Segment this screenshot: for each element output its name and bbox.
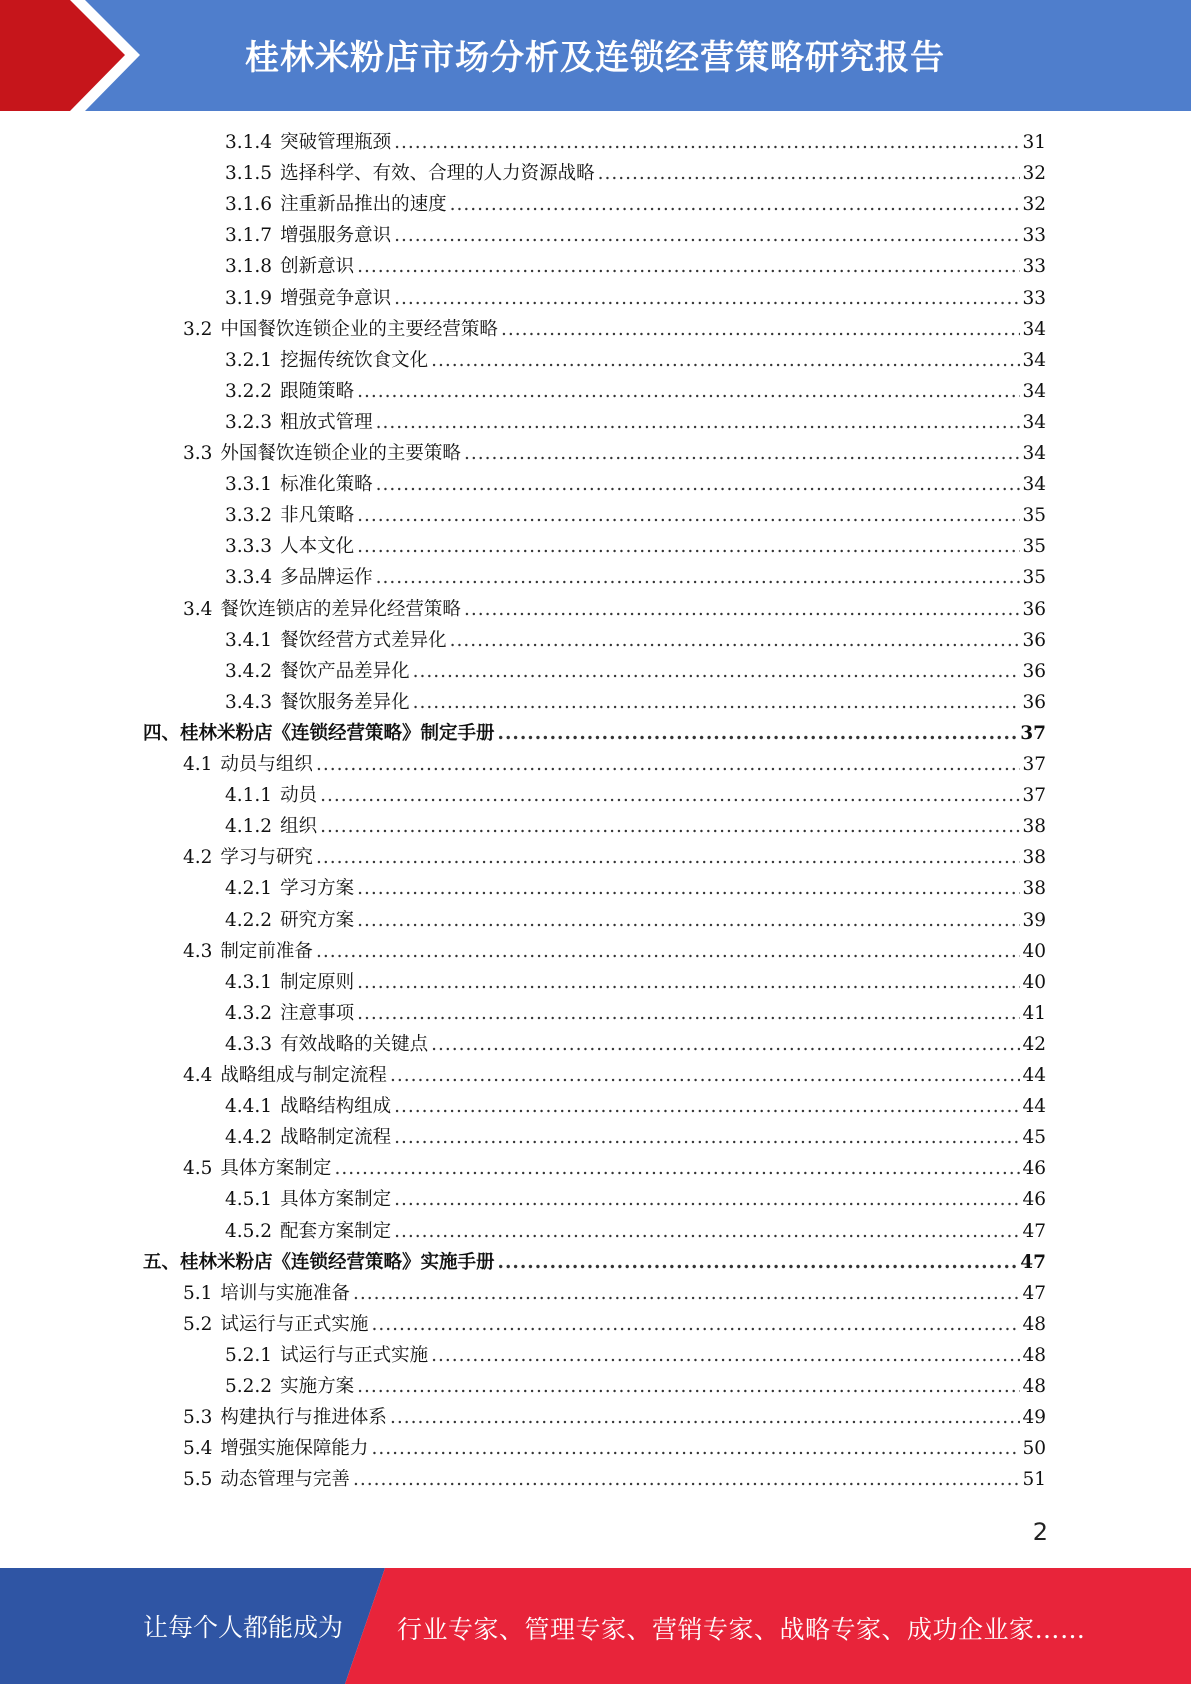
toc-chapter-entry[interactable] bbox=[143, 718, 1046, 749]
toc-page-number: 51 bbox=[1022, 1469, 1046, 1491]
toc-page-number: 34 bbox=[1022, 411, 1046, 433]
toc-page-number: 31 bbox=[1022, 132, 1046, 153]
toc-entry-title: 餐饮服务差异化 bbox=[280, 691, 410, 713]
toc-entry-number: 3.3.4 bbox=[225, 567, 273, 589]
toc-entry[interactable] bbox=[225, 376, 1046, 407]
toc-entry[interactable] bbox=[225, 625, 1046, 656]
toc-entry-title: 构建执行与推进体系 bbox=[220, 1407, 387, 1429]
footer-expert-list: 行业专家、管理专家、营销专家、战略专家、成功企业家…… bbox=[397, 1615, 1086, 1644]
toc-entry-title: 餐饮经营方式差异化 bbox=[280, 629, 447, 651]
toc-entry[interactable] bbox=[225, 811, 1046, 842]
toc-dot-leader bbox=[501, 314, 1021, 345]
toc-entry[interactable] bbox=[225, 780, 1046, 811]
toc-entry[interactable] bbox=[225, 1184, 1046, 1215]
toc-page-number: 44 bbox=[1022, 1096, 1046, 1118]
toc-entry-title: 学习与研究 bbox=[220, 847, 313, 869]
toc-entry[interactable] bbox=[225, 251, 1046, 282]
toc-entry-title: 注重新品推出的速度 bbox=[280, 194, 447, 216]
toc-dot-leader bbox=[413, 687, 1021, 718]
toc-dot-leader bbox=[431, 1340, 1020, 1371]
toc-dot-leader bbox=[357, 1371, 1020, 1402]
toc-entry[interactable] bbox=[225, 500, 1046, 531]
toc-page-number: 46 bbox=[1022, 1189, 1046, 1211]
toc-entry-number: 3.4.2 bbox=[225, 660, 273, 682]
toc-dot-leader bbox=[598, 158, 1021, 189]
toc-dot-leader bbox=[357, 531, 1020, 562]
toc-entry-title: 餐饮连锁店的差异化经营策略 bbox=[220, 598, 461, 620]
toc-entry-number: 3.1.4 bbox=[225, 132, 273, 153]
toc-dot-leader bbox=[464, 438, 1021, 469]
toc-entry-title: 动员 bbox=[280, 785, 318, 807]
toc-entry-number: 5.1 bbox=[183, 1282, 213, 1304]
toc-entry-number: 4.1 bbox=[183, 754, 213, 775]
toc-dot-leader bbox=[357, 251, 1020, 282]
toc-entry[interactable] bbox=[225, 562, 1046, 593]
toc-entry-title: 挖掘传统饮食文化 bbox=[280, 349, 429, 371]
toc-entry[interactable] bbox=[225, 1340, 1046, 1371]
toc-entry[interactable] bbox=[225, 1029, 1046, 1060]
toc-dot-leader bbox=[357, 998, 1020, 1029]
toc-page-number: 35 bbox=[1022, 567, 1046, 589]
toc-entry-number: 4.3.1 bbox=[225, 971, 273, 993]
toc-dot-leader bbox=[390, 1060, 1021, 1091]
toc-entry[interactable] bbox=[183, 438, 1046, 469]
toc-dot-leader bbox=[394, 1184, 1020, 1215]
toc-entry[interactable] bbox=[225, 656, 1046, 687]
toc-dot-leader bbox=[316, 749, 1021, 780]
toc-entry-number: 4.4.2 bbox=[225, 1127, 273, 1149]
toc-entry-number: 3.1.8 bbox=[225, 256, 273, 278]
toc-entry-number: 4.2 bbox=[183, 847, 213, 869]
toc-entry-number: 4.4.1 bbox=[225, 1096, 273, 1118]
toc-dot-leader bbox=[498, 718, 1019, 749]
toc-entry-number: 4.5.1 bbox=[225, 1189, 273, 1211]
toc-dot-leader bbox=[390, 1402, 1021, 1433]
toc-dot-leader bbox=[394, 1122, 1020, 1153]
toc-entry[interactable] bbox=[183, 1309, 1046, 1340]
toc-entry-title: 粗放式管理 bbox=[280, 411, 373, 433]
page-footer bbox=[0, 1568, 1191, 1684]
toc-page-number: 44 bbox=[1022, 1065, 1046, 1086]
toc-entry-number: 5.4 bbox=[183, 1438, 213, 1460]
toc-entry[interactable] bbox=[183, 314, 1046, 345]
toc-page-number: 36 bbox=[1022, 629, 1046, 651]
toc-entry-number: 3.1.7 bbox=[225, 225, 273, 247]
toc-entry[interactable] bbox=[225, 1091, 1046, 1122]
toc-dot-leader bbox=[376, 562, 1021, 593]
toc-entry[interactable] bbox=[225, 967, 1046, 998]
toc-entry-number: 3.3 bbox=[183, 443, 213, 464]
toc-entry-number: 4.3 bbox=[183, 940, 213, 962]
toc-dot-leader bbox=[376, 469, 1021, 500]
toc-entry[interactable] bbox=[225, 220, 1046, 251]
toc-entry-title: 配套方案制定 bbox=[280, 1220, 392, 1242]
toc-entry-title: 战略制定流程 bbox=[280, 1127, 392, 1149]
toc-entry-title: 五、桂林米粉店《连锁经营策略》实施手册 bbox=[143, 1251, 495, 1273]
toc-entry-title: 外国餐饮连锁企业的主要策略 bbox=[220, 443, 461, 464]
toc-entry[interactable] bbox=[225, 158, 1046, 189]
toc-entry-number: 3.2 bbox=[183, 318, 213, 340]
toc-chapter-entry[interactable] bbox=[143, 1247, 1046, 1278]
toc-entry-number: 5.2 bbox=[183, 1313, 213, 1335]
toc-entry-number: 5.3 bbox=[183, 1407, 213, 1429]
toc-page-number: 47 bbox=[1022, 1282, 1046, 1304]
toc-entry-title: 试运行与正式实施 bbox=[280, 1344, 429, 1366]
toc-entry[interactable] bbox=[225, 189, 1046, 220]
toc-page-number: 48 bbox=[1022, 1313, 1046, 1335]
toc-entry-title: 制定原则 bbox=[280, 971, 355, 993]
toc-entry-title: 增强竞争意识 bbox=[280, 287, 392, 309]
toc-entry[interactable] bbox=[183, 1060, 1046, 1091]
toc-entry-title: 中国餐饮连锁企业的主要经营策略 bbox=[220, 318, 498, 340]
toc-entry-title: 试运行与正式实施 bbox=[220, 1313, 369, 1335]
toc-entry-title: 注意事项 bbox=[280, 1002, 355, 1024]
toc-entry-number: 3.4 bbox=[183, 598, 213, 620]
toc-page-number: 47 bbox=[1020, 1251, 1046, 1273]
toc-entry-title: 增强服务意识 bbox=[280, 225, 392, 247]
toc-page-number: 36 bbox=[1022, 598, 1046, 620]
toc-entry-title: 突破管理瓶颈 bbox=[280, 132, 392, 153]
toc-entry-number: 3.3.2 bbox=[225, 505, 273, 527]
toc-page-number: 34 bbox=[1022, 349, 1046, 371]
toc-dot-leader bbox=[357, 967, 1020, 998]
toc-entry-title: 动员与组织 bbox=[220, 754, 313, 775]
toc-dot-leader bbox=[413, 656, 1021, 687]
toc-entry-title: 非凡策略 bbox=[280, 505, 355, 527]
toc-page-number: 36 bbox=[1022, 660, 1046, 682]
toc-dot-leader bbox=[357, 376, 1020, 407]
toc-entry[interactable] bbox=[225, 1216, 1046, 1247]
toc-page-number: 40 bbox=[1022, 940, 1046, 962]
toc-entry-number: 3.3.1 bbox=[225, 474, 273, 496]
toc-entry[interactable] bbox=[183, 749, 1046, 780]
toc-dot-leader bbox=[316, 842, 1021, 873]
toc-dot-leader bbox=[316, 936, 1021, 967]
toc-page-number: 45 bbox=[1022, 1127, 1046, 1149]
toc-dot-leader bbox=[498, 1247, 1019, 1278]
toc-dot-leader bbox=[357, 500, 1020, 531]
toc-page-number: 34 bbox=[1022, 443, 1046, 464]
toc-entry-title: 四、桂林米粉店《连锁经营策略》制定手册 bbox=[143, 722, 495, 744]
toc-page-number: 34 bbox=[1022, 380, 1046, 402]
toc-entry-title: 有效战略的关键点 bbox=[280, 1033, 429, 1055]
toc-dot-leader bbox=[394, 1091, 1020, 1122]
toc-entry-number: 4.2.1 bbox=[225, 878, 273, 900]
toc-dot-leader bbox=[394, 127, 1020, 158]
toc-entry-title: 战略结构组成 bbox=[280, 1096, 392, 1118]
toc-entry-number: 3.4.3 bbox=[225, 691, 273, 713]
toc-page-number: 48 bbox=[1022, 1376, 1046, 1397]
toc-entry[interactable] bbox=[183, 1464, 1046, 1495]
toc-entry-title: 创新意识 bbox=[280, 256, 355, 278]
toc-entry-number: 4.5.2 bbox=[225, 1220, 273, 1242]
toc-page-number: 39 bbox=[1022, 909, 1046, 931]
toc-entry[interactable] bbox=[183, 1153, 1046, 1184]
toc-entry-title: 增强实施保障能力 bbox=[220, 1438, 369, 1460]
toc-dot-leader bbox=[464, 594, 1021, 625]
toc-entry-number: 5.5 bbox=[183, 1469, 213, 1491]
toc-entry-number: 4.4 bbox=[183, 1065, 213, 1086]
toc-entry[interactable] bbox=[183, 594, 1046, 625]
toc-dot-leader bbox=[320, 780, 1020, 811]
toc-page-number: 38 bbox=[1022, 878, 1046, 900]
toc-entry-number: 3.3.3 bbox=[225, 536, 273, 558]
toc-page-number: 41 bbox=[1022, 1002, 1046, 1024]
toc-entry-number: 4.3.2 bbox=[225, 1002, 273, 1024]
toc-entry-number: 4.3.3 bbox=[225, 1033, 273, 1055]
toc-dot-leader bbox=[371, 1309, 1020, 1340]
toc-page-number: 46 bbox=[1022, 1158, 1046, 1180]
toc-page-number: 37 bbox=[1022, 754, 1046, 775]
toc-page-number: 34 bbox=[1022, 474, 1046, 496]
toc-page-number: 33 bbox=[1022, 256, 1046, 278]
toc-page-number: 36 bbox=[1022, 691, 1046, 713]
toc-dot-leader bbox=[394, 283, 1020, 314]
toc-entry-title: 跟随策略 bbox=[280, 380, 355, 402]
toc-entry[interactable] bbox=[225, 531, 1046, 562]
toc-entry[interactable] bbox=[225, 283, 1046, 314]
toc-entry-number: 4.2.2 bbox=[225, 909, 273, 931]
toc-entry[interactable] bbox=[183, 842, 1046, 873]
toc-entry[interactable] bbox=[225, 127, 1046, 158]
toc-dot-leader bbox=[394, 220, 1020, 251]
toc-dot-leader bbox=[334, 1153, 1020, 1184]
toc-entry-number: 3.2.2 bbox=[225, 380, 273, 402]
toc-page-number: 49 bbox=[1022, 1407, 1046, 1429]
toc-entry-title: 组织 bbox=[280, 816, 318, 838]
toc-page-number: 37 bbox=[1022, 785, 1046, 807]
toc-page-number: 47 bbox=[1022, 1220, 1046, 1242]
toc-page-number: 35 bbox=[1022, 536, 1046, 558]
toc-entry-title: 动态管理与完善 bbox=[220, 1469, 350, 1491]
toc-entry[interactable] bbox=[183, 1278, 1046, 1309]
toc-entry-title: 研究方案 bbox=[280, 909, 355, 931]
toc-page-number: 32 bbox=[1022, 194, 1046, 216]
toc-dot-leader bbox=[394, 1216, 1020, 1247]
toc-entry[interactable] bbox=[183, 936, 1046, 967]
toc-entry-title: 具体方案制定 bbox=[220, 1158, 332, 1180]
toc-entry-title: 实施方案 bbox=[280, 1376, 355, 1397]
toc-entry[interactable] bbox=[225, 1371, 1046, 1402]
toc-entry-number: 3.4.1 bbox=[225, 629, 273, 651]
toc-entry[interactable] bbox=[183, 1402, 1046, 1433]
toc-entry-number: 3.1.5 bbox=[225, 163, 273, 185]
toc-entry-title: 战略组成与制定流程 bbox=[220, 1065, 387, 1086]
toc-page-number: 33 bbox=[1022, 225, 1046, 247]
toc-entry[interactable] bbox=[225, 687, 1046, 718]
toc-entry-number: 4.5 bbox=[183, 1158, 213, 1180]
toc-dot-leader bbox=[376, 407, 1021, 438]
toc-entry-title: 培训与实施准备 bbox=[220, 1282, 350, 1304]
toc-entry-title: 多品牌运作 bbox=[280, 567, 373, 589]
toc-entry-number: 3.1.9 bbox=[225, 287, 273, 309]
page-number: 2 bbox=[1032, 1518, 1048, 1546]
toc-dot-leader bbox=[450, 189, 1021, 220]
toc-entry[interactable] bbox=[225, 905, 1046, 936]
toc-entry-number: 3.2.3 bbox=[225, 411, 273, 433]
toc-entry-title: 人本文化 bbox=[280, 536, 355, 558]
toc-dot-leader bbox=[357, 905, 1020, 936]
toc-entry-title: 具体方案制定 bbox=[280, 1189, 392, 1211]
footer-slogan: 让每个人都能成为 bbox=[143, 1613, 344, 1642]
toc-entry[interactable] bbox=[225, 998, 1046, 1029]
page-header bbox=[0, 0, 1191, 111]
toc-dot-leader bbox=[357, 873, 1020, 904]
toc-entry[interactable] bbox=[225, 1122, 1046, 1153]
toc-dot-leader bbox=[353, 1464, 1021, 1495]
toc-entry[interactable] bbox=[225, 873, 1046, 904]
toc-page-number: 40 bbox=[1022, 971, 1046, 993]
toc-entry-title: 餐饮产品差异化 bbox=[280, 660, 410, 682]
toc-page-number: 42 bbox=[1022, 1033, 1046, 1055]
toc-entry-title: 学习方案 bbox=[280, 878, 355, 900]
toc-page-number: 33 bbox=[1022, 287, 1046, 309]
toc-dot-leader bbox=[450, 625, 1021, 656]
toc-page-number: 34 bbox=[1022, 318, 1046, 340]
toc-dot-leader bbox=[431, 345, 1020, 376]
toc-entry-title: 标准化策略 bbox=[280, 474, 373, 496]
toc-entry-number: 4.1.1 bbox=[225, 785, 273, 807]
toc-entry-number: 5.2.2 bbox=[225, 1376, 273, 1397]
toc-page-number: 35 bbox=[1022, 505, 1046, 527]
toc-dot-leader bbox=[431, 1029, 1020, 1060]
toc-dot-leader bbox=[353, 1278, 1021, 1309]
toc-dot-leader bbox=[371, 1433, 1020, 1464]
toc-page-number: 48 bbox=[1022, 1344, 1046, 1366]
toc-page-number: 32 bbox=[1022, 163, 1046, 185]
toc-entry[interactable] bbox=[225, 407, 1046, 438]
toc-entry-number: 3.1.6 bbox=[225, 194, 273, 216]
toc-page-number: 38 bbox=[1022, 816, 1046, 838]
toc-entry[interactable] bbox=[183, 1433, 1046, 1464]
toc-entry-title: 选择科学、有效、合理的人力资源战略 bbox=[280, 163, 595, 185]
toc-entry-title: 制定前准备 bbox=[220, 940, 313, 962]
toc-dot-leader bbox=[320, 811, 1020, 842]
toc-entry[interactable] bbox=[225, 345, 1046, 376]
toc-page-number: 50 bbox=[1022, 1438, 1046, 1460]
toc-entry-number: 4.1.2 bbox=[225, 816, 273, 838]
toc-entry-number: 5.2.1 bbox=[225, 1344, 273, 1366]
toc-page-number: 37 bbox=[1020, 722, 1046, 744]
report-title: 桂林米粉店市场分析及连锁经营策略研究报告 bbox=[245, 38, 945, 78]
toc-page-number: 38 bbox=[1022, 847, 1046, 869]
toc-entry[interactable] bbox=[225, 469, 1046, 500]
toc-entry-number: 3.2.1 bbox=[225, 349, 273, 371]
